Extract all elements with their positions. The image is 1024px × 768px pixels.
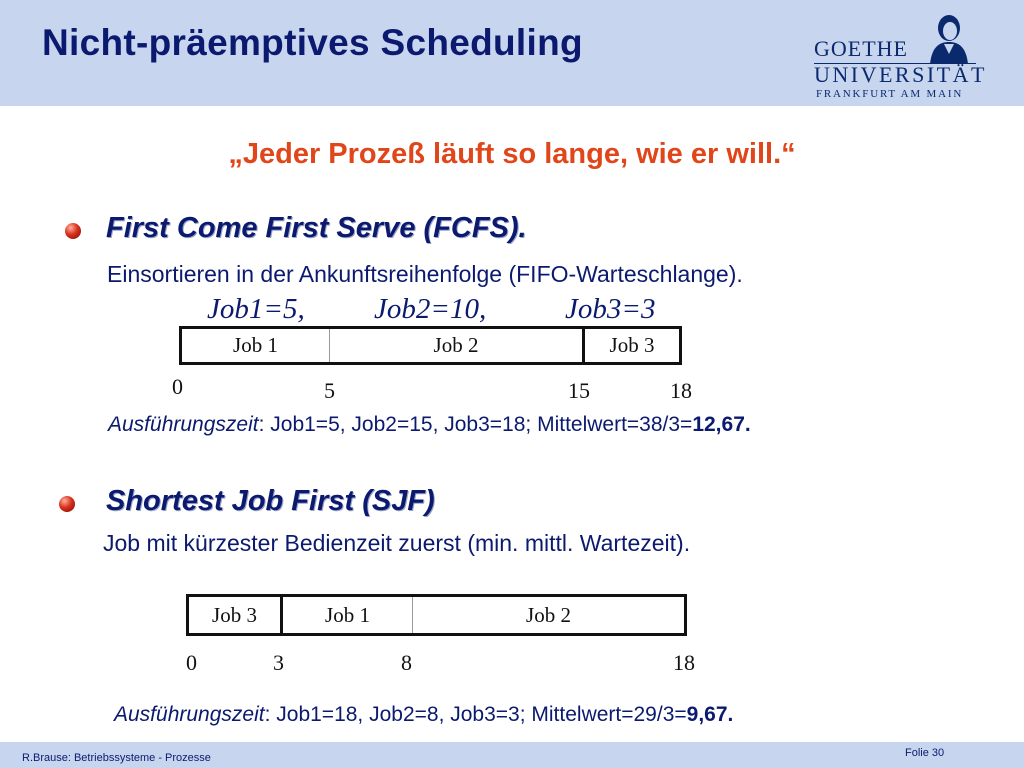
logo-frankfurt: FRANKFURT AM MAIN xyxy=(816,88,964,100)
sjf-tick-0: 0 xyxy=(186,650,197,675)
fcfs-tick-5: 5 xyxy=(324,378,335,403)
sjf-gantt-chart xyxy=(186,594,687,636)
fcfs-job2-duration: Job2=10, xyxy=(374,293,487,325)
logo-universitaet: UNIVERSITÄT xyxy=(814,62,987,87)
fcfs-tick-15: 15 xyxy=(568,378,590,403)
footer-band xyxy=(0,742,1024,768)
fcfs-gantt-job2: Job 2 xyxy=(330,329,585,362)
sjf-result-value: 9,67. xyxy=(686,703,734,726)
footer-slide-number: Folie 30 xyxy=(905,747,945,759)
sjf-result-text: : Job1=18, Job2=8, Job3=3; Mittelwert=29/3= xyxy=(264,703,687,726)
sjf-result-label: Ausführungszeit xyxy=(114,703,265,726)
sjf-title: Shortest Job First (SJF) xyxy=(106,485,435,517)
goethe-portrait-icon xyxy=(922,10,976,64)
fcfs-result-text: : Job1=5, Job2=15, Job3=18; Mittelwert=38/3= xyxy=(258,413,693,436)
sjf-gantt-job1: Job 1 xyxy=(283,597,413,633)
sjf-tick-18: 18 xyxy=(673,650,695,675)
slide-quote: „Jeder Prozeß läuft so lange, wie er will.“ xyxy=(228,138,796,170)
fcfs-gantt-job1: Job 1 xyxy=(182,329,330,362)
slide-title: Nicht-präemptives Scheduling xyxy=(42,22,583,63)
fcfs-job1-duration: Job1=5, xyxy=(207,293,305,325)
fcfs-job3-duration: Job3=3 xyxy=(565,293,656,325)
sjf-tick-8: 8 xyxy=(401,650,412,675)
footer-author: R.Brause: Betriebssysteme - Prozesse xyxy=(22,752,211,764)
fcfs-tick-0: 0 xyxy=(172,374,183,399)
sjf-gantt-job3: Job 3 xyxy=(189,597,283,633)
fcfs-result-label: Ausführungszeit xyxy=(108,413,259,436)
university-logo xyxy=(808,10,988,102)
sjf-description: Job mit kürzester Bedienzeit zuerst (min. mittl. Wartezeit). xyxy=(103,530,691,556)
bullet-icon xyxy=(65,223,81,239)
fcfs-gantt-job3: Job 3 xyxy=(609,333,655,357)
fcfs-title: First Come First Serve (FCFS). xyxy=(106,212,527,244)
bullet-icon xyxy=(59,496,75,512)
fcfs-gantt-chart xyxy=(179,326,682,365)
fcfs-result-value: 12,67. xyxy=(692,413,751,436)
sjf-gantt-job2: Job 2 xyxy=(526,602,571,627)
sjf-result xyxy=(114,703,733,727)
fcfs-tick-18: 18 xyxy=(670,378,692,403)
logo-goethe: GOETHE xyxy=(814,36,908,61)
fcfs-result xyxy=(108,413,751,437)
fcfs-description: Einsortieren in der Ankunftsreihenfolge (FIFO-Warteschlange). xyxy=(107,261,743,287)
sjf-tick-3: 3 xyxy=(273,650,284,675)
